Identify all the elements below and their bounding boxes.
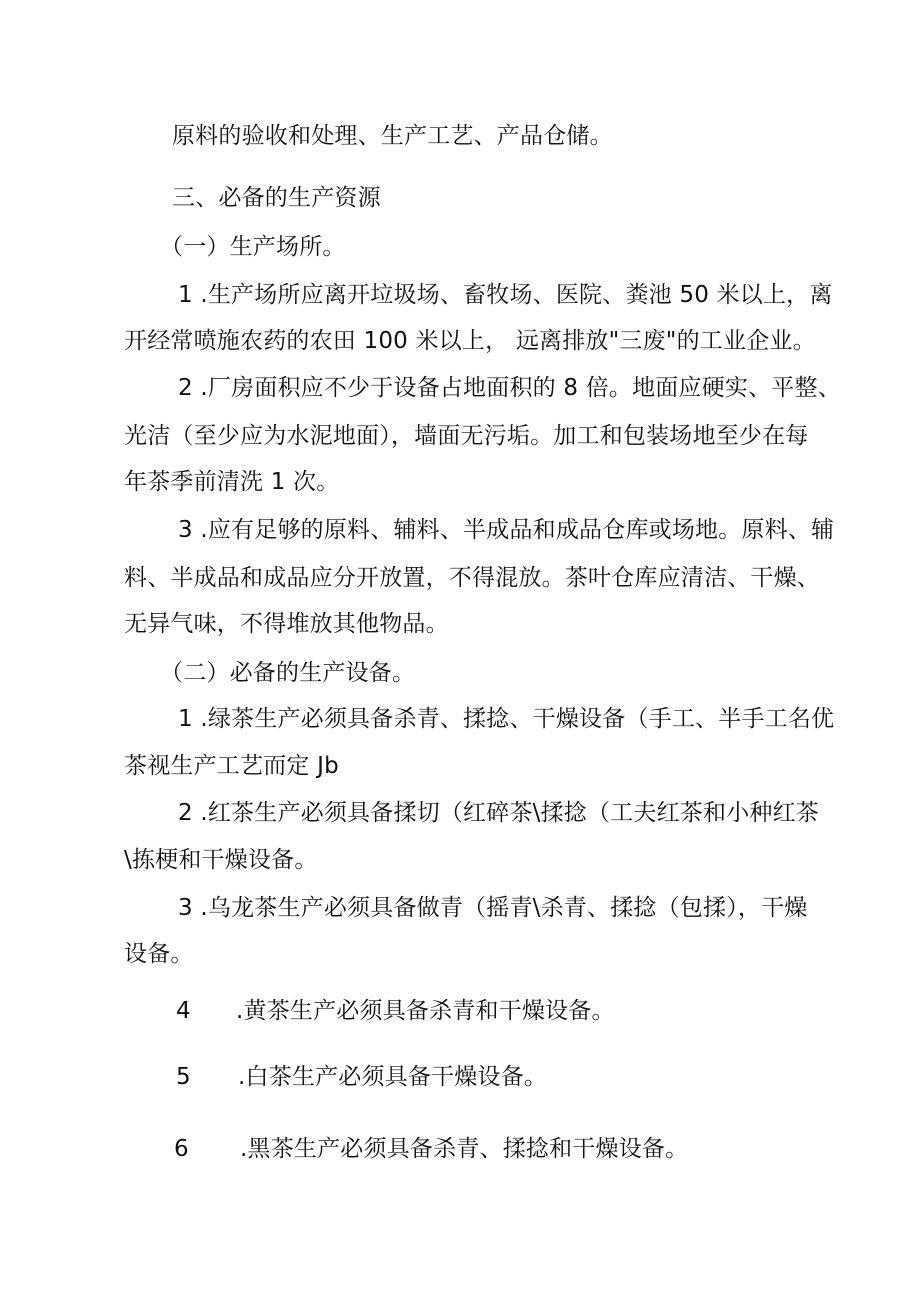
paragraph-line: \拣梗和干燥设备。 bbox=[124, 847, 318, 873]
list-item-text: .黑茶生产必须具备杀青、揉捻和干燥设备。 bbox=[240, 1136, 689, 1162]
subsection-heading: （二）必备的生产设备。 bbox=[160, 660, 416, 686]
paragraph-line: 原料的验收和处理、生产工艺、产品仓储。 bbox=[172, 123, 613, 149]
paragraph-line: 开经常喷施农药的农田 100 米以上， 远离排放"三废"的工业企业。 bbox=[124, 328, 816, 354]
list-item-number: 4 bbox=[176, 998, 191, 1024]
paragraph-line: 年茶季前清洗 1 次。 bbox=[124, 469, 340, 495]
paragraph-line: 光洁（至少应为水泥地面），墙面无污垢。加工和包装场地至少在每 bbox=[124, 423, 809, 449]
paragraph-line: 3 .乌龙茶生产必须具备做青（摇青\杀青、揉捻（包揉），干燥 bbox=[178, 895, 808, 921]
paragraph-line: 1 .生产场所应离开垃圾场、畜牧场、医院、粪池 50 米以上，离 bbox=[178, 282, 833, 308]
subsection-heading: （一）生产场所。 bbox=[160, 234, 346, 260]
paragraph-line: 茶视生产工艺而定 Jb bbox=[124, 753, 339, 779]
list-item-number: 5 bbox=[176, 1064, 191, 1090]
list-item-text: .白茶生产必须具备干燥设备。 bbox=[238, 1064, 548, 1090]
list-item-number: 6 bbox=[174, 1136, 189, 1162]
paragraph-line: 设备。 bbox=[124, 941, 194, 967]
paragraph-line: 1 .绿茶生产必须具备杀青、揉捻、干燥设备（手工、半手工名优 bbox=[178, 706, 835, 732]
paragraph-line: 2 .厂房面积应不少于设备占地面积的 8 倍。地面应硬实、平整、 bbox=[178, 375, 841, 401]
section-heading: 三、必备的生产资源 bbox=[172, 185, 381, 211]
paragraph-line: 料、半成品和成品应分开放置，不得混放。茶叶仓库应清洁、干燥、 bbox=[124, 565, 820, 591]
paragraph-line: 无异气味，不得堆放其他物品。 bbox=[124, 611, 449, 637]
paragraph-line: 2 .红茶生产必须具备揉切（红碎茶\揉捻（工夫红茶和小种红茶 bbox=[178, 800, 820, 826]
list-item-text: .黄茶生产必须具备杀青和干燥设备。 bbox=[236, 998, 615, 1024]
paragraph-line: 3 .应有足够的原料、辅料、半成品和成品仓库或场地。原料、辅 bbox=[178, 517, 835, 543]
